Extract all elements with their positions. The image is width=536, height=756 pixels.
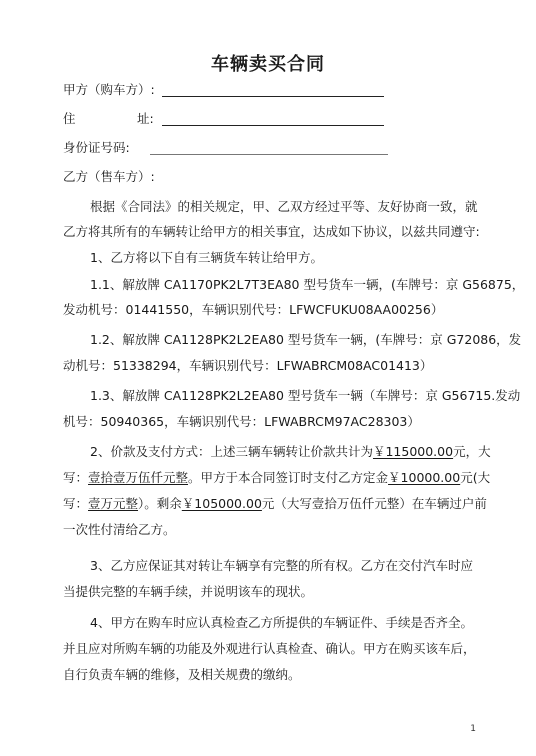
vehicle-3-line-2: 机号：50940365，车辆识别代号：LFWABRCM97AC28303） (63, 414, 420, 429)
clause-2-text-e: 元(大 (460, 470, 491, 485)
vehicle-3-line-1: 1.3、解放牌 CA1128PK2L2EA80 型号货车一辆（车牌号：京 G56715.发动 (90, 388, 521, 403)
document-title: 车辆卖买合同 (211, 54, 325, 75)
clause-2-text-d: 。甲方于本合同签订时支付乙方定金 (188, 470, 389, 485)
deposit-amount: ￥10000.00 (388, 470, 461, 485)
total-price-capitalized: 壹拾壹万伍仟元整 (88, 470, 189, 485)
total-price-amount: ￥115000.00 (372, 444, 454, 459)
clause-1: 1、乙方将以下自有三辆货车转让给甲方。 (90, 250, 323, 265)
id-number-label: 身份证号码: (63, 140, 130, 155)
clause-4-line-1: 4、甲方在购车时应认真检查乙方所提供的车辆证件、手续是否齐全。 (90, 615, 473, 630)
vehicle-2-line-1: 1.2、解放牌 CA1128PK2L2EA80 型号货车一辆，(车牌号：京 G72086，发 (90, 332, 522, 347)
clause-4-line-3: 自行负责车辆的维修，及相关规费的缴纳。 (63, 667, 301, 682)
vehicle-2-line-2: 动机号：51338294，车辆识别代号：LFWABRCM08AC01413） (63, 358, 433, 373)
clause-2-line-4: 一次性付清给乙方。 (63, 522, 176, 537)
intro-line-2: 乙方将其所有的车辆转让给甲方的相关事宜，达成如下协议，以兹共同遵守: (63, 224, 480, 239)
clause-3-line-1: 3、乙方应保证其对转让车辆享有完整的所有权。乙方在交付汽车时应 (90, 558, 473, 573)
clause-2-text-a: 2、价款及支付方式：上述三辆车辆转让价款共计为 (90, 444, 373, 459)
page-number: 1 (470, 724, 476, 734)
party-a-label: 甲方（购车方）: (63, 82, 155, 97)
intro-line-1: 根据《合同法》的相关规定，甲、乙双方经过平等、友好协商一致，就 (90, 199, 478, 214)
address-label-part2: 址: (137, 111, 154, 126)
clause-4-line-2: 并且应对所购车辆的功能及外观进行认真检查、确认。甲方在购买该车后， (63, 641, 476, 656)
clause-3-line-2: 当提供完整的车辆手续，并说明该车的现状。 (63, 584, 314, 599)
deposit-capitalized: 壹万元整 (88, 496, 139, 511)
clause-2-text-g: ）。剩余 (138, 496, 182, 511)
vehicle-1-line-2: 发动机号：01441550，车辆识别代号：LFWCFUKU08AA00256） (63, 302, 444, 317)
clause-2-text-f: 写： (63, 496, 89, 511)
clause-2-line-3 (63, 496, 487, 512)
party-b-label: 乙方（售车方）: (63, 169, 155, 184)
clause-2-line-1 (90, 444, 491, 460)
clause-2-text-c: 写： (63, 470, 89, 485)
clause-2-text-h: 元（大写壹拾万伍仟元整）在车辆过户前 (261, 496, 487, 511)
id-number-blank[interactable] (150, 154, 388, 155)
party-a-blank[interactable] (162, 96, 384, 97)
vehicle-1-line-1: 1.1、解放牌 CA1170PK2L7T3EA80 型号货车一辆，(车牌号：京 G56875， (90, 277, 525, 292)
address-blank[interactable] (162, 125, 384, 126)
clause-2-line-2 (63, 470, 490, 486)
address-label-part1: 住 (63, 111, 76, 126)
remaining-amount: ￥105000.00 (181, 496, 262, 511)
clause-2-text-b: 元，大 (453, 444, 491, 459)
